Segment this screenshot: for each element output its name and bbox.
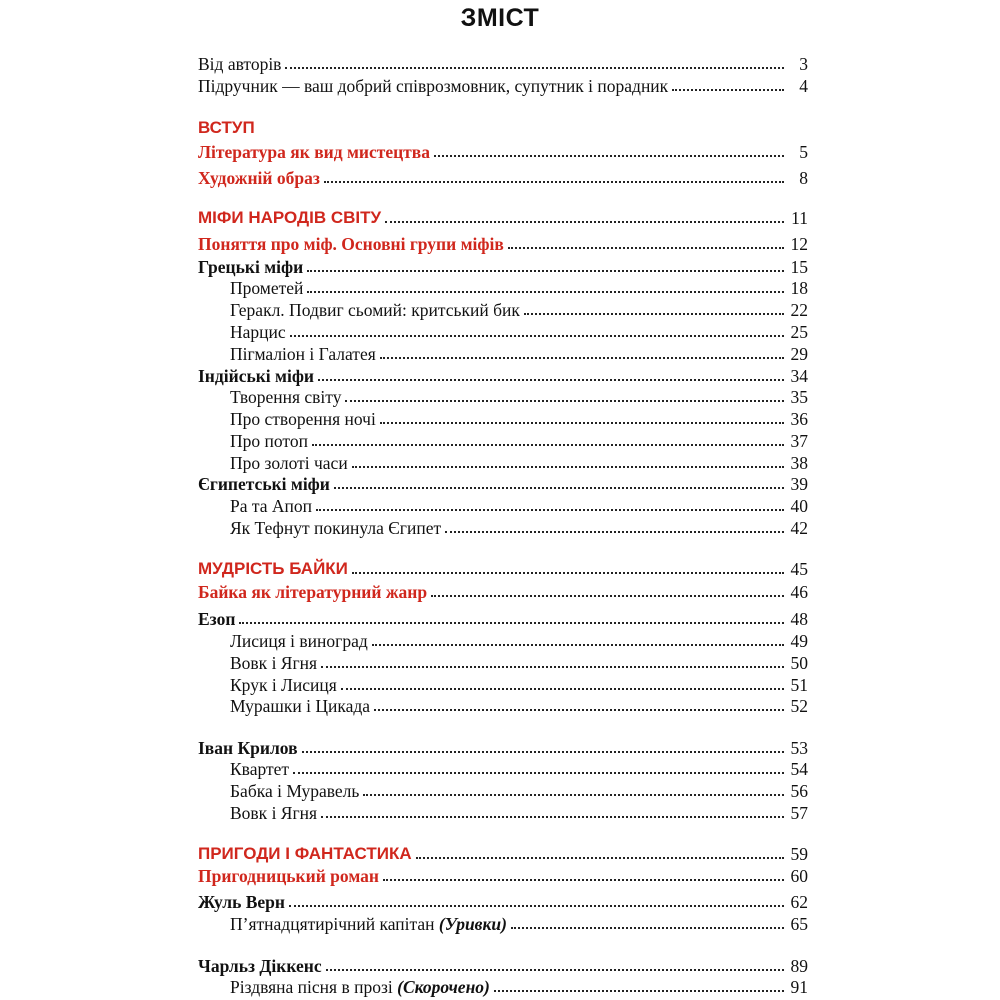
toc-entry-title: Прометей [230, 278, 304, 298]
dot-leader [431, 595, 784, 597]
toc-page-number: 53 [790, 738, 808, 758]
toc-entry-title: Іван Крилов [198, 738, 298, 758]
toc-entry-aesop[interactable] [198, 605, 808, 629]
toc-entry-title: Крук і Лисиця [230, 675, 337, 695]
toc-entry-wolf-and-lamb[interactable] [230, 649, 808, 673]
toc-page-number: 54 [790, 759, 808, 779]
toc-entry-christmas-carol[interactable] [230, 973, 808, 997]
toc-entry-title: Грецькі міфи [198, 257, 304, 277]
toc-entry-title: Байка як літературний жанр [198, 582, 428, 602]
toc-page-number: 49 [790, 631, 808, 651]
dot-leader [672, 89, 784, 91]
dot-leader [289, 905, 784, 907]
dot-leader [445, 531, 784, 533]
dot-leader [380, 357, 784, 359]
toc-entry-prometheus[interactable] [230, 274, 808, 298]
toc-page-number: 48 [790, 609, 808, 629]
toc-entry-title: Ра та Апоп [230, 496, 312, 516]
toc-entry-title: Єгипетські міфи [198, 474, 330, 494]
toc-page-number: 45 [790, 559, 808, 579]
dot-leader [374, 709, 784, 711]
toc-entry-title: Вовк і Ягня [230, 653, 318, 673]
toc-entry-title: Творення світу [230, 387, 342, 407]
toc-entry-pygmalion[interactable] [230, 340, 808, 364]
toc-entry-tefnut[interactable] [230, 514, 808, 538]
toc-entry-title: Квартет [230, 759, 290, 779]
dot-leader [380, 422, 784, 424]
toc-entry-title: Вовк і Ягня [230, 803, 318, 823]
toc-entry-title [230, 914, 507, 934]
dot-leader [318, 379, 784, 381]
toc-entry-from-authors[interactable] [198, 50, 808, 74]
toc-page-number: 52 [790, 696, 808, 716]
dot-leader [511, 927, 784, 929]
page-title: ЗМІСТ [460, 4, 540, 32]
toc-entry-note: (Скорочено) [397, 977, 490, 997]
toc-section-fables[interactable] [198, 555, 808, 579]
toc-page-number: 39 [790, 474, 808, 494]
toc-page-number: 59 [790, 844, 808, 864]
toc-entry-title: Бабка і Муравель [230, 781, 360, 801]
toc-entry-title: Поняття про міф. Основні групи міфів [198, 234, 504, 254]
dot-leader [494, 990, 784, 992]
toc-entry-textbook[interactable] [198, 72, 808, 96]
toc-page-number: 57 [790, 803, 808, 823]
toc-entry-fifteen-year-old-captain[interactable] [230, 910, 808, 934]
toc-entry-title: Як Тефнут покинула Єгипет [230, 518, 442, 538]
dot-leader [352, 572, 784, 574]
toc-page-number: 15 [790, 257, 808, 277]
toc-page-number: 18 [790, 278, 808, 298]
dot-leader [508, 247, 784, 249]
dot-leader [321, 666, 784, 668]
toc-entry-ra-apophis[interactable] [230, 492, 808, 516]
toc-page-number: 25 [790, 322, 808, 342]
toc-page-number: 11 [791, 208, 808, 228]
toc-entry-title [230, 977, 490, 997]
toc-entry-title: Нарцис [230, 322, 286, 342]
toc-entry-fox-and-grapes[interactable] [230, 627, 808, 651]
toc-page-number: 29 [790, 344, 808, 364]
dot-leader [524, 313, 784, 315]
toc-page-number: 65 [790, 914, 808, 934]
toc-entry-title: Від авторів [198, 54, 282, 74]
toc-page-number: 62 [790, 892, 808, 912]
dot-leader [239, 622, 784, 624]
dot-leader [312, 444, 784, 446]
toc-entry-jules-verne[interactable] [198, 888, 808, 912]
toc-entry-title: Про потоп [230, 431, 308, 451]
toc-entry-dragonfly-and-ant[interactable] [230, 777, 808, 801]
toc-page-number: 34 [790, 366, 808, 386]
dot-leader [316, 509, 784, 511]
toc-entry-egyptian-myths[interactable] [198, 470, 808, 494]
toc-page-number: 4 [799, 76, 808, 96]
toc-entry-artistic-image[interactable] [198, 164, 808, 188]
toc-entry-title: Лисиця і виноград [230, 631, 368, 651]
toc-entry-myth-concept[interactable] [198, 230, 808, 254]
toc-entry-title: ПРИГОДИ І ФАНТАСТИКА [198, 844, 412, 863]
toc-page-number: 56 [790, 781, 808, 801]
dot-leader [434, 155, 784, 157]
dot-leader [363, 794, 784, 796]
toc-entry-creation-of-night[interactable] [230, 405, 808, 429]
dot-leader [416, 857, 784, 859]
dot-leader [383, 879, 784, 881]
toc-entry-ants-and-cicada[interactable] [230, 692, 808, 716]
toc-page-number: 36 [790, 409, 808, 429]
toc-section-adventure[interactable] [198, 840, 808, 864]
toc-entry-fable-genre[interactable] [198, 578, 808, 602]
toc-entry-title-text: Різдвяна пісня в прозі [230, 977, 393, 997]
dot-leader [326, 969, 784, 971]
toc-entry-title: МУДРІСТЬ БАЙКИ [198, 559, 348, 578]
dot-leader [345, 400, 784, 402]
toc-entry-quartet[interactable] [230, 755, 808, 779]
toc-page-number: 46 [790, 582, 808, 602]
toc-entry-title: Художній образ [198, 168, 320, 188]
toc-entry-title: Жуль Верн [198, 892, 285, 912]
toc-entry-creation-of-world[interactable] [230, 383, 808, 407]
toc-entry-literature-as-art[interactable] [198, 138, 808, 162]
dot-leader [285, 67, 784, 69]
toc-page-number: 12 [790, 234, 808, 254]
toc-page-number: 42 [790, 518, 808, 538]
toc-page-number: 91 [790, 977, 808, 997]
dot-leader [324, 181, 784, 183]
toc-entry-title: Езоп [198, 609, 236, 629]
dot-leader [321, 816, 784, 818]
toc-page-number: 60 [790, 866, 808, 886]
toc-entry-title-text: П’ятнадцятирічний капітан [230, 914, 435, 934]
dot-leader [385, 221, 784, 223]
toc-entry-title: Про створення ночі [230, 409, 376, 429]
toc-entry-title: Пригодницький роман [198, 866, 379, 886]
toc-entry-title: Індійські міфи [198, 366, 315, 386]
toc-page-number: 38 [790, 453, 808, 473]
dot-leader [334, 487, 784, 489]
dot-leader [307, 291, 784, 293]
toc-page-number: 3 [799, 54, 808, 74]
section-heading-vstup[interactable]: ВСТУП [198, 118, 255, 137]
toc-entry-title: Про золоті часи [230, 453, 348, 473]
dot-leader [352, 466, 784, 468]
toc-entry-title: Геракл. Подвиг сьомий: критський бик [230, 300, 520, 320]
toc-page-number: 37 [790, 431, 808, 451]
dot-leader [341, 688, 784, 690]
toc-section-myths[interactable] [198, 204, 808, 228]
toc-page-number: 5 [799, 142, 808, 162]
toc-page-number: 40 [790, 496, 808, 516]
dot-leader [293, 772, 784, 774]
dot-leader [302, 751, 784, 753]
toc-page-number: 89 [790, 956, 808, 976]
toc-entry-title: Мурашки і Цикада [230, 696, 371, 716]
dot-leader [290, 335, 784, 337]
toc-entry-title: Пігмаліон і Галатея [230, 344, 376, 364]
dot-leader [307, 270, 784, 272]
toc-entry-title: Чарльз Діккенс [198, 956, 322, 976]
toc-entry-flood[interactable] [230, 427, 808, 451]
toc-page-number: 51 [790, 675, 808, 695]
toc-entry-wolf-and-lamb-krylov[interactable] [230, 799, 808, 823]
toc-entry-heracles[interactable] [230, 296, 808, 320]
toc-entry-title: Література як вид мистецтва [198, 142, 430, 162]
toc-entry-note: (Уривки) [438, 914, 507, 934]
dot-leader [372, 644, 784, 646]
toc-page-number: 8 [799, 168, 808, 188]
toc-entry-narcissus[interactable] [230, 318, 808, 342]
toc-page-number: 22 [790, 300, 808, 320]
toc-entry-title: МІФИ НАРОДІВ СВІТУ [198, 208, 382, 227]
toc-entry-title: Підручник — ваш добрий співрозмовник, супутник і порадник [198, 76, 669, 96]
toc-entry-adventure-novel[interactable] [198, 862, 808, 886]
toc-page-number: 50 [790, 653, 808, 673]
toc-page-number: 35 [790, 387, 808, 407]
